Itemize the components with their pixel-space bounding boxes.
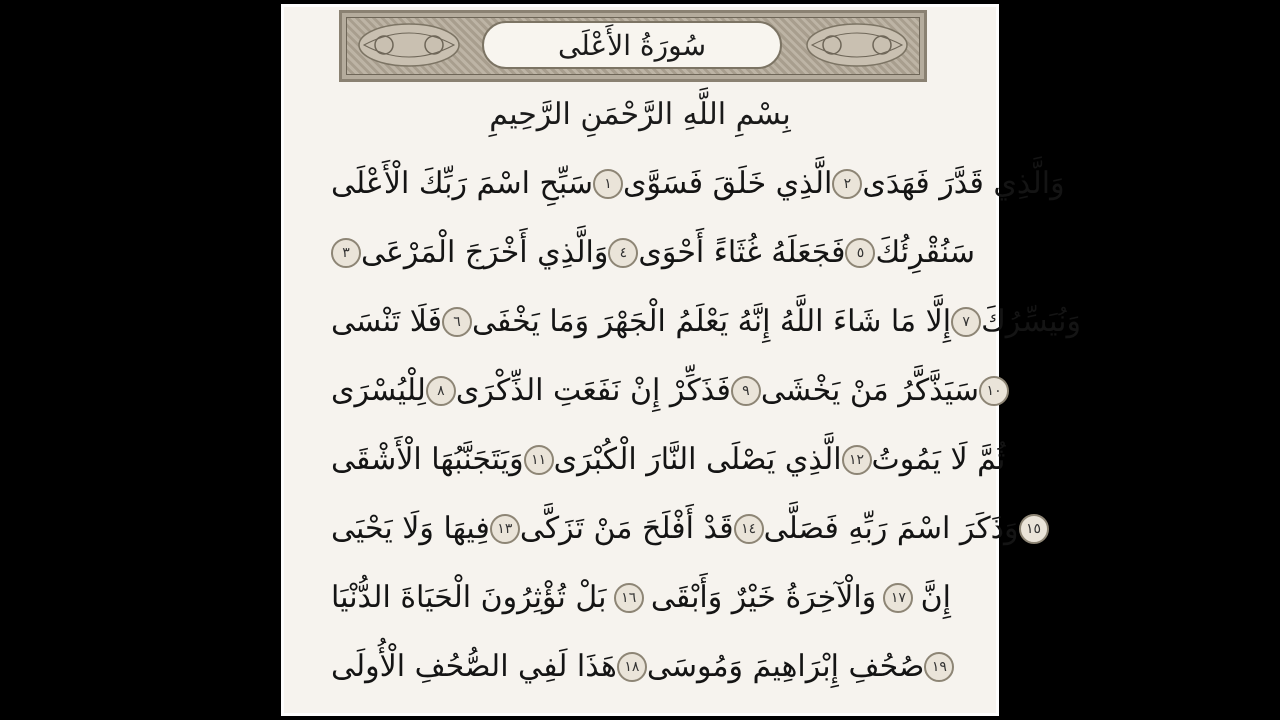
verse-line (331, 149, 1065, 218)
ayah-number-marker: ٦ (442, 307, 472, 337)
ayah-number-marker: ٨ (426, 376, 456, 406)
verse-text: وَذَكَرَ اسْمَ رَبِّهِ فَصَلَّى (763, 511, 1019, 546)
verse-text: الَّذِي خَلَقَ فَسَوَّى (623, 166, 833, 201)
ayah-number-marker: ٧ (951, 307, 981, 337)
verse-line (331, 494, 1042, 563)
surah-title-cartouche (482, 21, 782, 69)
verse-text: إِنَّ (920, 580, 951, 615)
ayah-number-marker: ١٢ (842, 445, 872, 475)
verse-line (331, 632, 951, 701)
ayah-number-marker: ١ (593, 169, 623, 199)
ayah-number-marker: ٥ (845, 238, 875, 268)
verse-text: لِلْيُسْرَى (331, 373, 426, 408)
verse-text: قَدْ أَفْلَحَ مَنْ تَزَكَّى (519, 511, 734, 546)
verse-lines (331, 149, 1082, 701)
verse-line (331, 218, 976, 287)
verse-text: الَّذِي يَصْلَى النَّارَ الْكُبْرَى (553, 442, 842, 477)
left-floral-ornament-icon (354, 19, 464, 71)
verse-text: هَذَا لَفِي الصُّحُفِ الْأُولَى (331, 649, 617, 684)
ayah-number-marker: ١٩ (924, 652, 954, 682)
verse-text: وَالْآخِرَةُ خَيْرٌ وَأَبْقَى (650, 580, 877, 615)
verse-text: سَبِّحِ اسْمَ رَبِّكَ الْأَعْلَى (331, 166, 594, 201)
ayah-number-marker: ١٠ (979, 376, 1009, 406)
ayah-number-marker: ١٤ (734, 514, 764, 544)
ayah-number-marker: ٢ (832, 169, 862, 199)
ayah-number-marker: ١٣ (490, 514, 520, 544)
verse-line (331, 563, 951, 632)
basmala: بِسْمِ اللَّهِ الرَّحْمَنِ الرَّحِيمِ (489, 97, 791, 132)
mushaf-page (281, 4, 1082, 716)
verse-text: بَلْ تُؤْثِرُونَ الْحَيَاةَ الدُّنْيَا (331, 580, 607, 615)
verse-text: وَالَّذِي أَخْرَجَ الْمَرْعَى (361, 235, 609, 270)
ayah-number-marker: ٣ (331, 238, 361, 268)
surah-header-frame (339, 10, 927, 82)
verse-text: ثُمَّ لَا يَمُوتُ (871, 442, 1006, 477)
verse-text: وَالَّذِي قَدَّرَ فَهَدَى (862, 166, 1065, 201)
surah-title: سُورَةُ الأَعْلَى (557, 28, 707, 62)
verse-text: صُحُفِ إِبْرَاهِيمَ وَمُوسَى (646, 649, 925, 684)
verse-text: فَجَعَلَهُ غُثَاءً أَحْوَى (638, 235, 846, 270)
ayah-number-marker: ٩ (731, 376, 761, 406)
verse-text: فِيهَا وَلَا يَحْيَى (331, 511, 490, 546)
verse-text: وَنُيَسِّرُكَ (981, 304, 1082, 339)
verse-text: فَذَكِّرْ إِنْ نَفَعَتِ الذِّكْرَى (455, 373, 731, 408)
ayah-number-marker: ١٧ (883, 583, 913, 613)
verse-line (331, 425, 1006, 494)
ayah-number-marker: ١٨ (617, 652, 647, 682)
ayah-number-marker: ١٦ (614, 583, 644, 613)
verse-text: إِلَّا مَا شَاءَ اللَّهُ إِنَّهُ يَعْلَمُ الْجَهْرَ وَمَا يَخْفَى (471, 304, 952, 339)
verse-line (331, 287, 1082, 356)
ayah-number-marker: ٤ (608, 238, 638, 268)
ayah-number-marker: ١١ (524, 445, 554, 475)
right-floral-ornament-icon (802, 19, 912, 71)
verse-text: سَنُقْرِئُكَ (875, 235, 976, 270)
ayah-number-marker: ١٥ (1019, 514, 1049, 544)
verse-text: وَيَتَجَنَّبُهَا الْأَشْقَى (331, 442, 524, 477)
verse-text: فَلَا تَنْسَى (331, 304, 442, 339)
verse-line (331, 356, 1002, 425)
verse-text: سَيَذَّكَّرُ مَنْ يَخْشَى (760, 373, 980, 408)
